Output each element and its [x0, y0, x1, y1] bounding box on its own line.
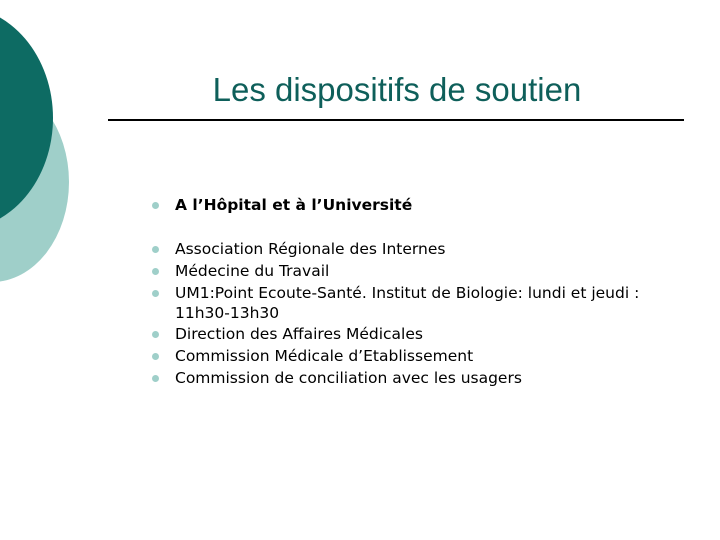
list-item-text: A l’Hôpital et à l’Université	[175, 196, 413, 214]
list-item-text: Direction des Affaires Médicales	[175, 325, 423, 343]
bullet-dot-icon	[152, 353, 159, 360]
bullet-dot-icon	[152, 268, 159, 275]
title-divider	[108, 119, 684, 121]
bullet-dot-icon	[152, 202, 159, 209]
slide-title: Les dispositifs de soutien	[212, 71, 582, 108]
list-item-text: Commission Médicale d’Etablissement	[175, 347, 474, 365]
bullet-list	[150, 194, 690, 389]
list-item	[150, 323, 690, 345]
list-item	[150, 194, 690, 216]
decorative-circles	[0, 0, 80, 300]
bullet-dot-icon	[152, 375, 159, 382]
list-item	[150, 345, 690, 367]
bullet-dot-icon	[152, 331, 159, 338]
list-item-text: Commission de conciliation avec les usagers	[175, 369, 522, 387]
bullet-dot-icon	[152, 290, 159, 297]
list-item	[150, 238, 690, 260]
list-item-text: Association Régionale des Internes	[175, 240, 446, 258]
list-item	[150, 367, 690, 389]
list-item-text: UM1:Point Ecoute-Santé. Institut de Biologie: lundi et jeudi : 11h30-13h30	[175, 284, 640, 322]
bullet-dot-icon	[152, 246, 159, 253]
list-item-text: Médecine du Travail	[175, 262, 330, 280]
list-item	[150, 282, 690, 323]
list-item	[150, 260, 690, 282]
